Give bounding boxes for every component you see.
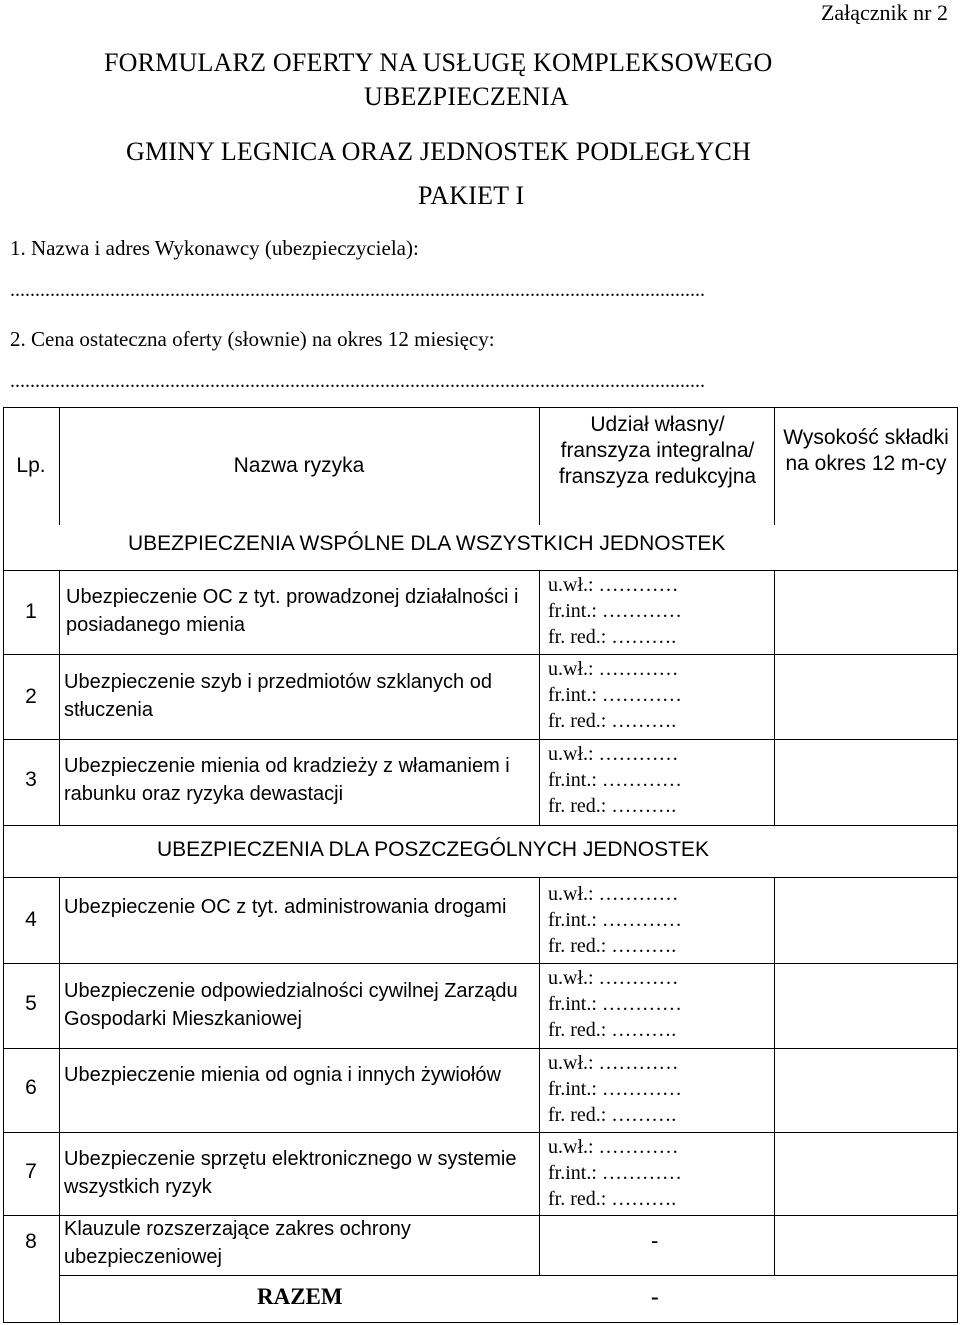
field-contractor-label: 1. Nazwa i adres Wykonawcy (ubezpieczyciela):	[10, 236, 419, 260]
franchise-frint: fr.int.: …………	[548, 909, 682, 931]
franchise-frred: fr. red.: ……….	[548, 626, 677, 648]
franchise-frred: fr. red.: ……….	[548, 935, 677, 957]
header-lp: Lp.	[16, 454, 46, 477]
row-risk-name: Ubezpieczenie OC z tyt. prowadzonej działalności i posiadanego mienia	[66, 586, 519, 636]
franchise-uwl: u.wł.: …………	[548, 1136, 679, 1158]
section-common: UBEZPIECZENIA WSPÓLNE DLA WSZYSTKICH JEDNOSTEK	[128, 532, 726, 555]
row-risk-name: Ubezpieczenie mienia od ognia i innych żywiołów	[64, 1064, 501, 1086]
row-franchise[interactable]	[548, 572, 682, 650]
row-risk-name: Klauzule rozszerzające zakres ochrony ubezpieczeniowej	[64, 1218, 411, 1268]
field-contractor-dots[interactable]: ...........................................................................................................................................	[10, 279, 705, 301]
franchise-frint: fr.int.: …………	[548, 993, 682, 1015]
row-lp: 6	[25, 1076, 37, 1099]
row-risk-name: Ubezpieczenie odpowiedzialności cywilnej Zarządu Gospodarki Mieszkaniowej	[64, 980, 518, 1030]
row-lp: 2	[25, 685, 37, 708]
row-lp: 4	[25, 908, 37, 931]
franchise-frred: fr. red.: ……….	[548, 1104, 677, 1126]
field-price-dots[interactable]: ...........................................................................................................................................	[10, 370, 705, 392]
form-title-line1: FORMULARZ OFERTY NA USŁUGĘ KOMPLEKSOWEGO	[104, 48, 773, 77]
franchise-uwl: u.wł.: …………	[548, 574, 679, 596]
franchise-uwl: u.wł.: …………	[548, 1052, 679, 1074]
row-franchise[interactable]	[548, 881, 682, 959]
row-franchise-value[interactable]: -	[651, 1228, 659, 1253]
row-lp: 3	[25, 768, 37, 791]
franchise-uwl: u.wł.: …………	[548, 743, 679, 765]
header-franchise: Udział własny/ franszyza integralna/ franszyza redukcyjna	[558, 413, 757, 488]
row-risk-name: Ubezpieczenie OC z tyt. administrowania drogami	[64, 896, 507, 918]
franchise-frred: fr. red.: ……….	[548, 1019, 677, 1041]
row-lp: 1	[25, 600, 37, 623]
row-franchise[interactable]	[548, 741, 682, 819]
header-premium: Wysokość składki na okres 12 m-cy	[783, 426, 949, 475]
franchise-uwl: u.wł.: …………	[548, 967, 679, 989]
row-lp: 5	[25, 992, 37, 1015]
row-franchise[interactable]	[548, 1134, 682, 1212]
franchise-frred: fr. red.: ……….	[548, 1188, 677, 1210]
row-risk-name: Ubezpieczenie sprzętu elektronicznego w systemie wszystkich ryzyk	[64, 1148, 517, 1198]
field-price-label: 2. Cena ostateczna oferty (słownie) na okres 12 miesięcy:	[10, 327, 495, 351]
franchise-frint: fr.int.: …………	[548, 600, 682, 622]
form-title-line4: PAKIET I	[418, 181, 525, 210]
form-title-line3: GMINY LEGNICA ORAZ JEDNOSTEK PODLEGŁYCH	[126, 137, 752, 166]
franchise-frint: fr.int.: …………	[548, 1162, 682, 1184]
total-label: RAZEM	[257, 1284, 343, 1309]
header-risk-name: Nazwa ryzyka	[233, 454, 365, 477]
franchise-frint: fr.int.: …………	[548, 684, 682, 706]
row-risk-name: Ubezpieczenie mienia od kradzieży z włamaniem i rabunku oraz ryzyka dewastacji	[64, 755, 510, 805]
row-risk-name: Ubezpieczenie szyb i przedmiotów szklanych od stłuczenia	[64, 671, 492, 721]
row-lp: 8	[25, 1230, 37, 1253]
row-lp: 7	[25, 1160, 37, 1183]
franchise-uwl: u.wł.: …………	[548, 883, 679, 905]
franchise-uwl: u.wł.: …………	[548, 658, 679, 680]
row-franchise[interactable]	[548, 656, 682, 734]
franchise-frred: fr. red.: ……….	[548, 710, 677, 732]
franchise-frint: fr.int.: …………	[548, 769, 682, 791]
franchise-frint: fr.int.: …………	[548, 1078, 682, 1100]
row-franchise[interactable]	[548, 1050, 682, 1128]
row-franchise[interactable]	[548, 965, 682, 1043]
franchise-frred: fr. red.: ……….	[548, 795, 677, 817]
form-title-line2: UBEZPIECZENIA	[364, 82, 569, 111]
total-value[interactable]: -	[651, 1284, 659, 1309]
annex-label: Załącznik nr 2	[820, 0, 948, 25]
section-individual: UBEZPIECZENIA DLA POSZCZEGÓLNYCH JEDNOSTEK	[157, 838, 709, 861]
